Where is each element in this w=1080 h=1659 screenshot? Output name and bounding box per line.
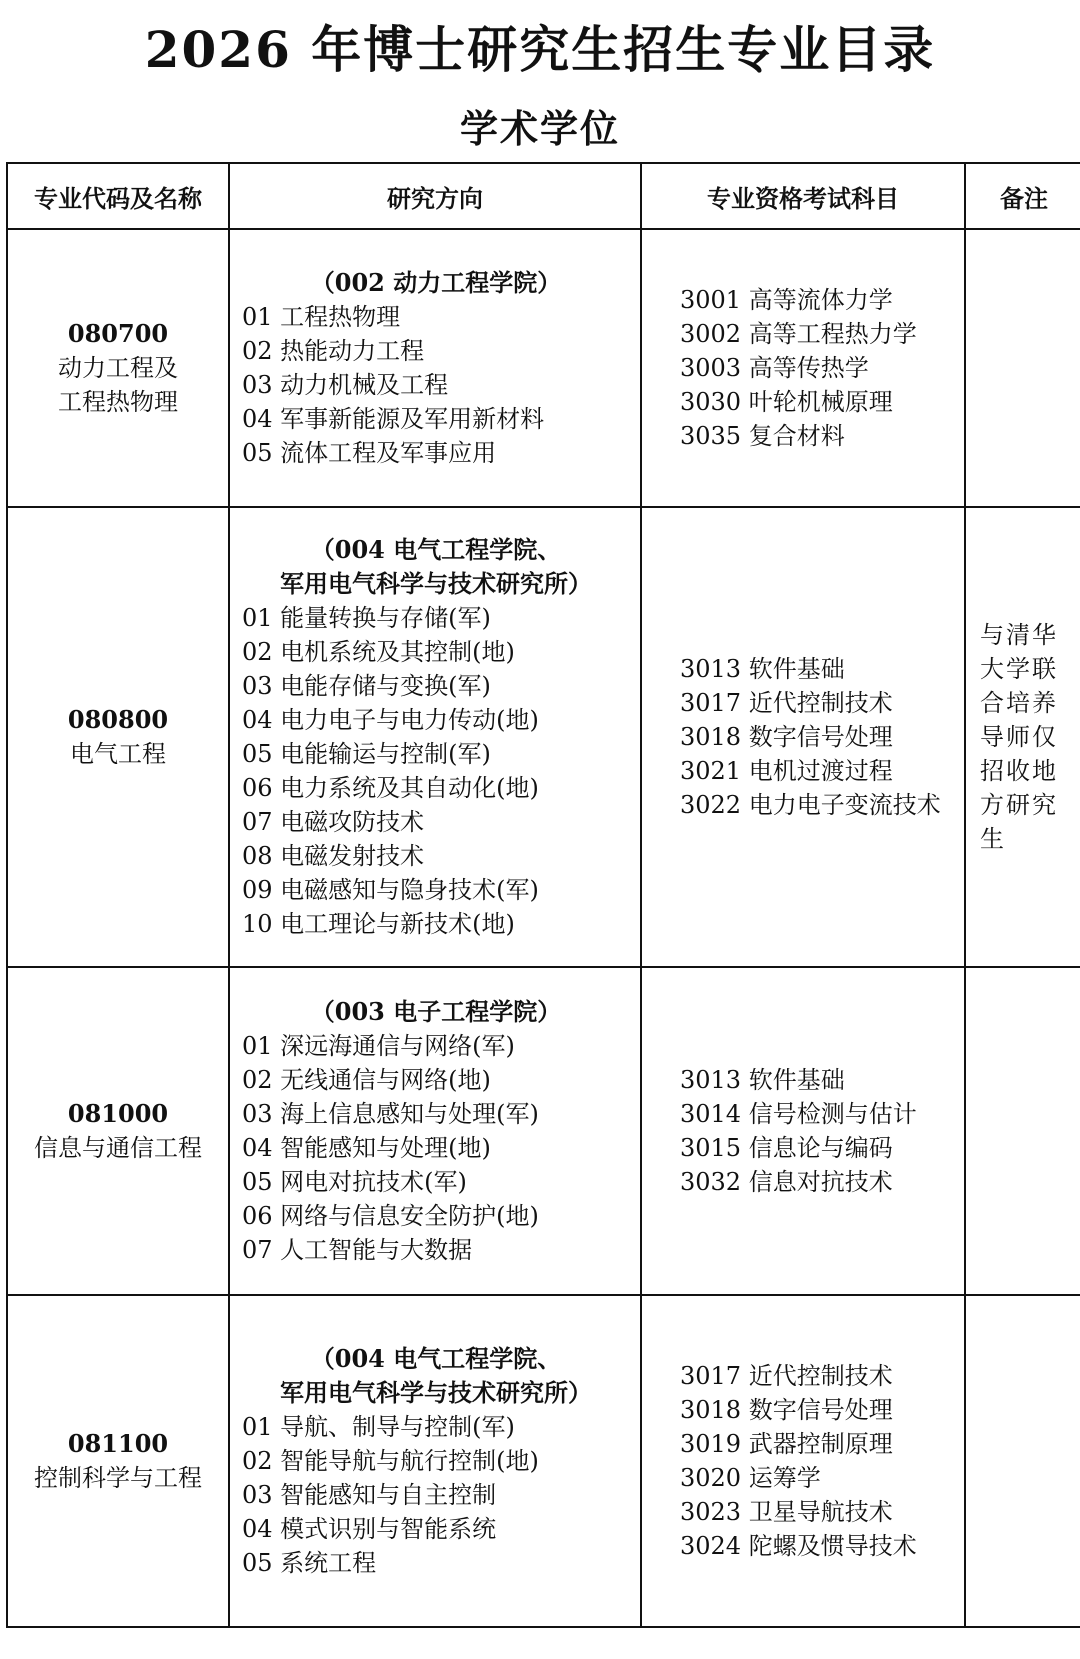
exam-item: 3015 信息论与编码 [680,1134,893,1162]
note-cell [965,229,1080,507]
exam-item: 3003 高等传热学 [680,354,869,382]
major-name: 电气工程 [70,740,166,768]
major-name: 工程热物理 [58,388,178,416]
direction-item: 04 电力电子与电力传动(地) [242,706,539,734]
direction-item: 03 海上信息感知与处理(军) [242,1100,539,1128]
school-name: （002 动力工程学院） [310,268,562,297]
exam-cell [641,1295,965,1627]
direction-item: 02 热能动力工程 [242,337,425,365]
exam-item: 3019 武器控制原理 [680,1430,893,1458]
direction-item: 08 电磁发射技术 [242,842,425,870]
direction-item: 01 工程热物理 [242,303,401,331]
table-row [7,967,1080,1295]
major-name: 信息与通信工程 [34,1134,202,1162]
exam-item: 3002 高等工程热力学 [680,320,917,348]
direction-cell [229,229,641,507]
major-cell [7,1295,229,1627]
direction-item: 01 深远海通信与网络(军) [242,1032,515,1060]
direction-item: 06 网络与信息安全防护(地) [242,1202,539,1230]
table-row [7,507,1080,967]
note-line: 招收地 [980,757,1058,785]
header-note: 备注 [965,163,1080,229]
exam-item: 3024 陀螺及惯导技术 [680,1532,917,1560]
major-code: 080800 [67,705,169,734]
direction-item: 01 能量转换与存储(军) [242,604,491,632]
direction-item: 10 电工理论与新技术(地) [242,910,515,938]
exam-item: 3018 数字信号处理 [680,723,893,751]
note-line: 导师仅 [980,723,1058,751]
direction-item: 09 电磁感知与隐身技术(军) [242,876,539,904]
exam-item: 3014 信号检测与估计 [680,1100,917,1128]
exam-item: 3020 运筹学 [680,1464,821,1492]
note-cell [965,507,1080,967]
exam-item: 3013 软件基础 [680,655,845,683]
note-cell [965,967,1080,1295]
exam-cell [641,507,965,967]
direction-item: 05 电能输运与控制(军) [242,740,491,768]
note-line: 合培养 [980,689,1058,717]
direction-item: 01 导航、制导与控制(军) [242,1413,515,1441]
header-exam: 专业资格考试科目 [641,163,965,229]
header-major: 专业代码及名称 [7,163,229,229]
direction-item: 04 军事新能源及军用新材料 [242,405,545,433]
school-name: （004 电气工程学院、 [310,1344,562,1373]
major-code: 081100 [67,1429,169,1458]
direction-item: 04 智能感知与处理(地) [242,1134,491,1162]
exam-item: 3017 近代控制技术 [680,689,893,717]
school-name: （003 电子工程学院） [310,997,562,1026]
exam-item: 3017 近代控制技术 [680,1362,893,1390]
major-name: 控制科学与工程 [34,1464,202,1492]
page-title: 2026 年博士研究生招生专业目录 [144,20,936,79]
program-table [6,162,1080,1628]
direction-item: 02 电机系统及其控制(地) [242,638,515,666]
direction-cell [229,1295,641,1627]
direction-cell [229,507,641,967]
direction-item: 05 系统工程 [242,1549,377,1577]
exam-item: 3001 高等流体力学 [680,286,893,314]
table-row [7,229,1080,507]
major-cell [7,507,229,967]
major-cell [7,229,229,507]
school-name: 军用电气科学与技术研究所） [280,569,592,598]
school-name: （004 电气工程学院、 [310,535,562,564]
direction-item: 03 智能感知与自主控制 [242,1481,497,1509]
direction-item: 03 动力机械及工程 [242,371,449,399]
note-cell [965,1295,1080,1627]
exam-item: 3018 数字信号处理 [680,1396,893,1424]
direction-item: 07 电磁攻防技术 [242,808,425,836]
note-line: 大学联 [980,655,1058,683]
exam-cell [641,967,965,1295]
direction-item: 04 模式识别与智能系统 [242,1515,497,1543]
header-direction: 研究方向 [229,163,641,229]
direction-item: 05 流体工程及军事应用 [242,439,497,467]
direction-item: 07 人工智能与大数据 [242,1236,473,1264]
direction-item: 05 网电对抗技术(军) [242,1168,467,1196]
major-cell [7,967,229,1295]
exam-item: 3021 电机过渡过程 [680,757,893,785]
direction-item: 02 无线通信与网络(地) [242,1066,491,1094]
exam-item: 3022 电力电子变流技术 [680,791,941,819]
major-code: 080700 [67,319,169,348]
exam-item: 3032 信息对抗技术 [680,1168,893,1196]
page-subtitle: 学术学位 [459,106,620,151]
exam-item: 3035 复合材料 [680,422,845,450]
direction-item: 06 电力系统及其自动化(地) [242,774,539,802]
table-header-row [7,163,1080,229]
exam-item: 3023 卫星导航技术 [680,1498,893,1526]
direction-item: 03 电能存储与变换(军) [242,672,491,700]
exam-item: 3030 叶轮机械原理 [680,388,893,416]
major-name: 动力工程及 [58,354,178,382]
major-code: 081000 [67,1099,169,1128]
table-row [7,1295,1080,1627]
note-line: 生 [980,825,1006,853]
direction-item: 02 智能导航与航行控制(地) [242,1447,539,1475]
exam-cell [641,229,965,507]
school-name: 军用电气科学与技术研究所） [280,1378,592,1407]
note-line: 方研究 [980,791,1058,819]
exam-item: 3013 软件基础 [680,1066,845,1094]
note-line: 与清华 [980,621,1058,649]
direction-cell [229,967,641,1295]
table-body [7,229,1080,1627]
